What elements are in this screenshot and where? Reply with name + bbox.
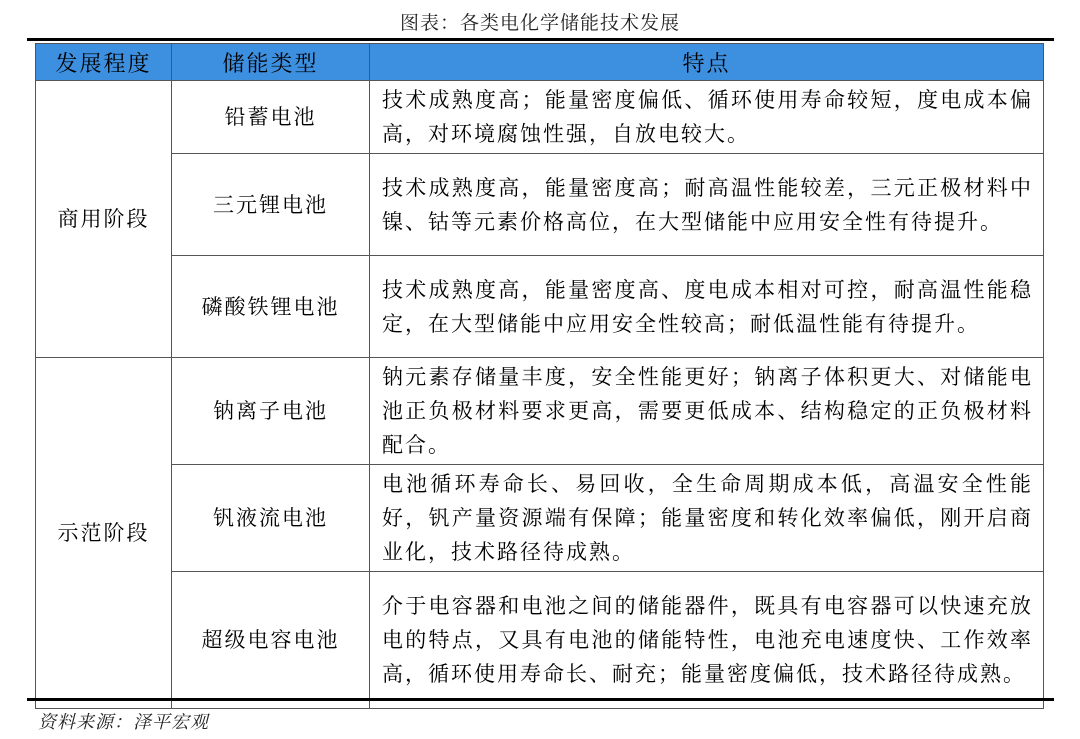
table-row [36,465,1044,572]
header-features: 特点 [370,44,1044,81]
type-cell: 磷酸铁锂电池 [172,256,370,358]
table-row [36,256,1044,358]
table-row [36,154,1044,256]
table-title: 图表：各类电化学储能技术发展 [399,12,680,34]
table-row [36,572,1044,709]
type-cell: 超级电容电池 [172,572,370,709]
features-cell: 技术成熟度高；能量密度偏低、循环使用寿命较短，度电成本偏高，对环境腐蚀性强，自放电较大。 [370,81,1044,154]
type-cell: 铅蓄电池 [172,81,370,154]
type-cell: 三元锂电池 [172,154,370,256]
features-cell: 电池循环寿命长、易回收，全生命周期成本低，高温安全性能好，钒产量资源端有保障；能量密度和转化效率偏低，刚开启商业化，技术路径待成熟。 [370,465,1044,572]
source-note: 资料来源：泽平宏观 [38,712,209,733]
stage-cell: 商用阶段 [36,81,172,358]
header-row [36,44,1044,81]
energy-storage-table [35,43,1044,709]
top-rule [27,38,1054,41]
stage-cell: 示范阶段 [36,358,172,709]
bottom-rule [27,698,1054,701]
type-cell: 钒液流电池 [172,465,370,572]
type-cell: 钠离子电池 [172,358,370,465]
header-type: 储能类型 [172,44,370,81]
features-cell: 技术成熟度高，能量密度高、度电成本相对可控，耐高温性能稳定，在大型储能中应用安全性较高；耐低温性能有待提升。 [370,256,1044,358]
table-row [36,81,1044,154]
header-stage: 发展程度 [36,44,172,81]
features-cell: 技术成熟度高，能量密度高；耐高温性能较差，三元正极材料中镍、钴等元素价格高位，在大型储能中应用安全性有待提升。 [370,154,1044,256]
table-row [36,358,1044,465]
features-cell: 介于电容器和电池之间的储能器件，既具有电容器可以快速充放电的特点，又具有电池的储能特性，电池充电速度快、工作效率高，循环使用寿命长、耐充；能量密度偏低，技术路径待成熟。 [370,572,1044,709]
features-cell: 钠元素存储量丰度，安全性能更好；钠离子体积更大、对储能电池正负极材料要求更高，需要更低成本、结构稳定的正负极材料配合。 [370,358,1044,465]
